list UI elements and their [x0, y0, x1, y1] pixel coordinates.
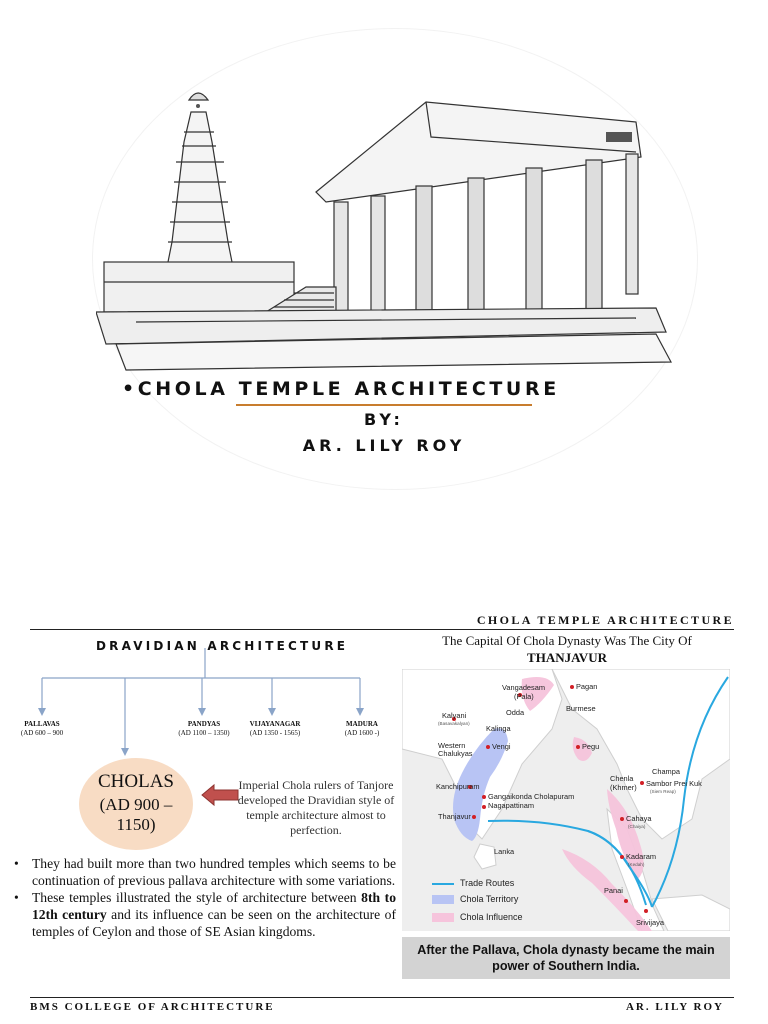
map-label: Odda [506, 708, 525, 717]
bullet-text-after: and its influence can be seen on the architecture of temples of Ceylon and those of SE Asian kingdoms. [32, 907, 397, 939]
author-name: AR. LILY ROY [302, 436, 466, 455]
title-underline [236, 404, 532, 406]
legend-chola-territory: Chola Territory [460, 894, 519, 904]
capital-city: THANJAVUR [527, 650, 607, 665]
map-label: Kanchipuram [436, 782, 480, 791]
dynasty-dates: (AD 1100 – 1350) [178, 729, 230, 737]
dynasty-name: MADURA [346, 720, 378, 728]
map-label: Sambor Prei Kuk [646, 779, 702, 788]
bullet-item [14, 855, 396, 889]
chola-empire-map [402, 669, 730, 931]
dynasty-dates: (AD 1600 -) [344, 729, 380, 737]
imperial-chola-note: Imperial Chola rulers of Tanjore developed the Dravidian style of temple architecture almost to perfection. [237, 778, 395, 837]
dynasty-vijayanagar [240, 720, 310, 738]
map-label: Gangaikonda Cholapuram [488, 792, 575, 801]
by-label: BY: [364, 410, 404, 429]
legend-swatch-influence [432, 913, 454, 922]
capital-statement: The Capital Of Chola Dynasty Was The City Of [442, 633, 692, 648]
left-arrow-icon [200, 783, 240, 807]
map-label: (Siem Reap) [650, 789, 676, 794]
dynasty-name: PANDYAS [187, 720, 221, 728]
bullet-text: They had built more than two hundred temples which seems to be continuation of previous pallava architecture with some variations. [32, 856, 396, 888]
footer-rule [30, 997, 734, 998]
footer-college: BMS COLLEGE OF ARCHITECTURE [30, 1001, 275, 1013]
dynasty-name: VIJAYANAGAR [249, 720, 301, 728]
map-label: Champa [652, 767, 680, 776]
cholas-dates: (AD 900 – 1150) [99, 795, 173, 834]
map-label: (Basavakalyan) [438, 721, 470, 726]
legend-swatch-territory [432, 895, 454, 904]
map-label: Nagapattinam [488, 801, 535, 810]
map-label: Pagan [576, 682, 598, 691]
bullet-list [14, 855, 396, 940]
bullet-item [14, 889, 396, 940]
map-label: (Kedah) [628, 862, 645, 867]
map-label: Panai [604, 886, 623, 895]
map-label: Chenla [610, 774, 634, 783]
map-label: Kadaram [626, 852, 656, 861]
map-label: Lanka [494, 847, 515, 856]
dynasty-dates: (AD 600 – 900 [20, 729, 64, 737]
presentation-title: •CHOLA TEMPLE ARCHITECTURE [122, 378, 560, 400]
bullet-text-bold: 8th to 12th century [32, 890, 397, 922]
map-label: Vangadesam [502, 683, 546, 692]
dynasty-pallavas [10, 720, 74, 738]
temple-sketch-illustration [96, 82, 676, 372]
map-label: Cahaya [626, 814, 652, 823]
cholas-name: CHOLAS [97, 771, 174, 792]
dynasty-madura [334, 720, 390, 738]
dynasty-dates: (AD 1350 - 1565) [249, 729, 301, 737]
slide-header: CHOLA TEMPLE ARCHITECTURE [476, 613, 734, 627]
map-label: (Khmer) [610, 783, 637, 792]
dynasty-pandyas [168, 720, 240, 738]
map-label: Pegu [582, 742, 600, 751]
map-label: Kalinga [486, 724, 511, 733]
legend-trade-routes: Trade Routes [460, 878, 515, 888]
footer-author: AR. LILY ROY [625, 1001, 724, 1013]
dravidian-title: DRAVIDIAN ARCHITECTURE [96, 639, 349, 653]
map-label: (Chaiya) [628, 824, 646, 829]
map-label: (Pala) [514, 692, 534, 701]
content-slide [0, 600, 768, 1024]
map-label: Srivijaya [636, 918, 664, 927]
map-label: Thanjavur [438, 812, 471, 821]
map-label: Burmese [566, 704, 596, 713]
legend-swatch-trade-routes [432, 882, 456, 886]
map-caption: After the Pallava, Chola dynasty became the main power of Southern India. [402, 937, 730, 979]
map-label: Vengi [492, 742, 511, 751]
map-label: Kalyani [442, 711, 467, 720]
bullet-text-before: These temples illustrated the style of architecture between [32, 890, 362, 905]
dynasty-name: PALLAVAS [24, 720, 60, 728]
map-label: Western Chalukyas [438, 741, 473, 758]
legend-chola-influence: Chola Influence [460, 912, 523, 922]
cholas-highlight-circle [79, 758, 193, 850]
